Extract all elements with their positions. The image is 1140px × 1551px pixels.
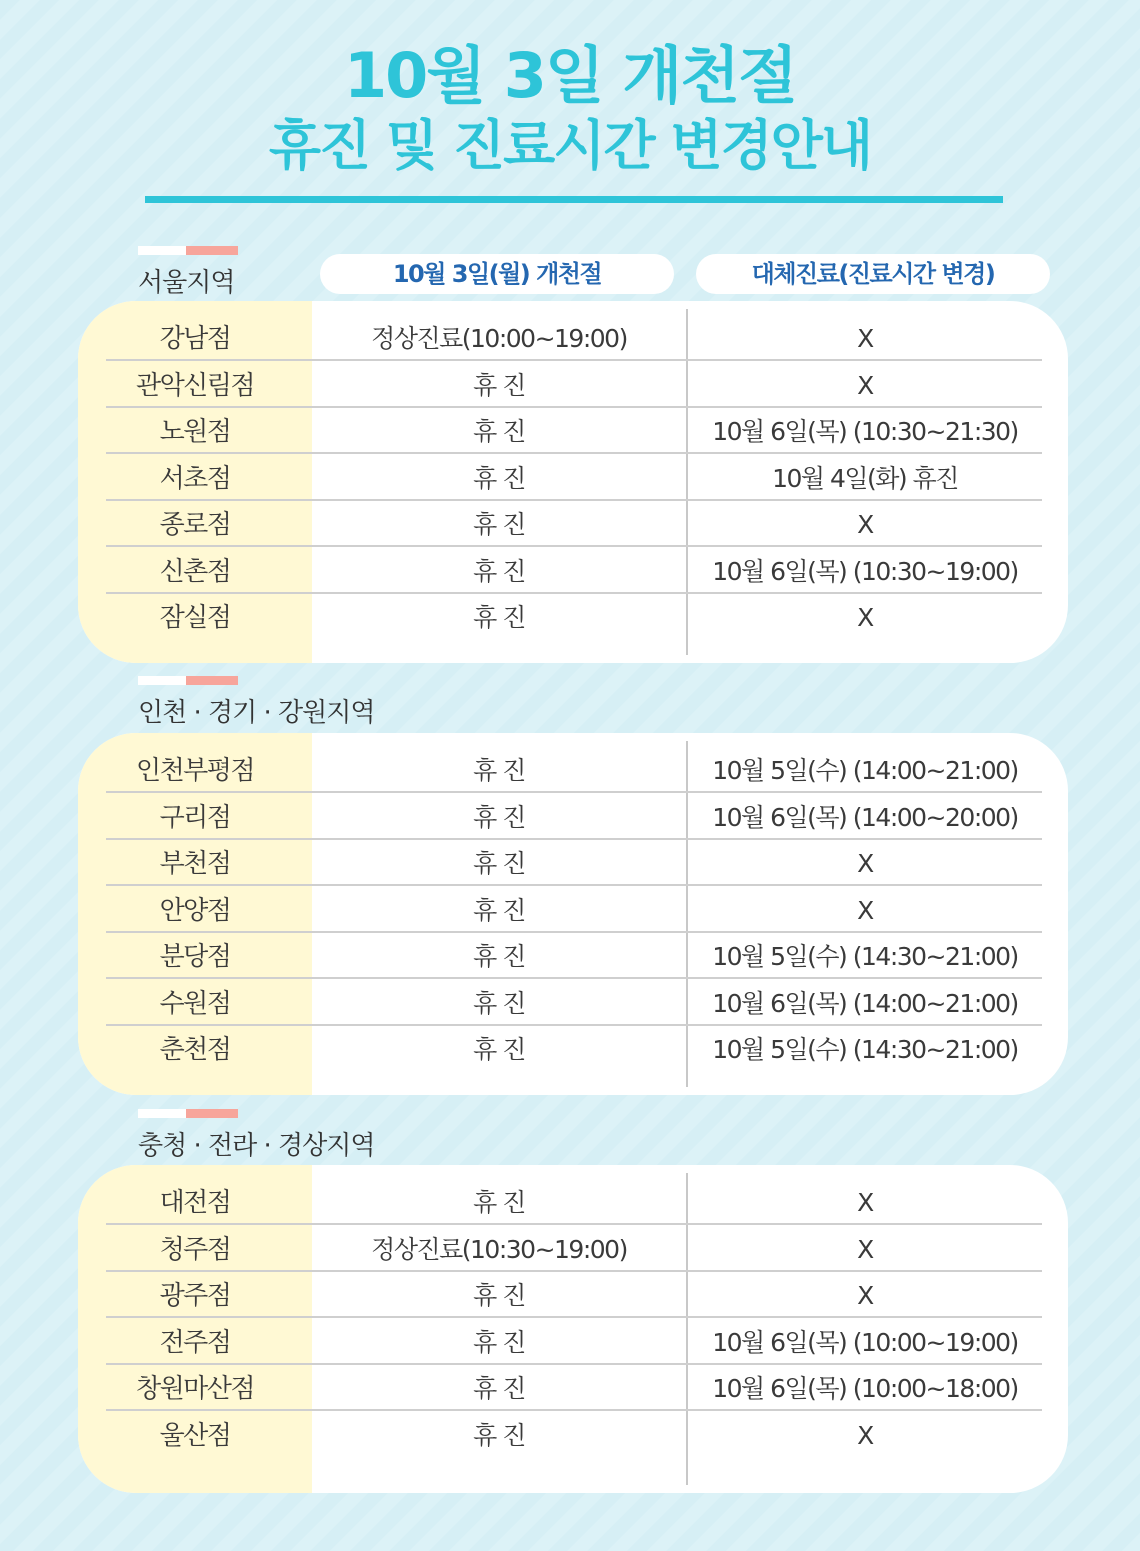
- branch-name: 관악신림점: [135, 370, 255, 401]
- substitute-schedule: X: [857, 895, 873, 925]
- holiday-status: 휴 진: [473, 1188, 525, 1217]
- substitute-schedule: 10월 5일(수) (14:30~21:00): [712, 1035, 1018, 1064]
- holiday-status: 휴 진: [473, 756, 525, 785]
- page-subtitle: 휴진 및 진료시간 변경안내: [268, 114, 872, 177]
- region-title: 인천 · 경기 · 강원지역: [138, 698, 375, 728]
- holiday-status: 휴 진: [473, 1420, 525, 1450]
- substitute-schedule: 10월 6일(목) (10:00~18:00): [712, 1374, 1018, 1403]
- table-row: [106, 747, 1042, 793]
- holiday-status: 휴 진: [473, 510, 525, 539]
- holiday-status: 휴 진: [473, 849, 525, 878]
- branch-name: 신촌점: [159, 556, 231, 587]
- branch-name: 서초점: [159, 463, 231, 494]
- substitute-schedule: 10월 6일(목) (10:30~21:30): [712, 417, 1018, 446]
- holiday-status: 휴 진: [473, 370, 525, 400]
- substitute-schedule: 10월 6일(목) (14:00~20:00): [712, 802, 1018, 832]
- table-row: [106, 840, 1042, 886]
- substitute-schedule: 10월 4일(화) 휴진: [772, 463, 958, 493]
- table-row: [106, 794, 1042, 840]
- branch-name: 부천점: [159, 849, 231, 879]
- branch-name: 강남점: [159, 324, 231, 354]
- holiday-status: 휴 진: [473, 417, 525, 446]
- table-row: [106, 1226, 1042, 1272]
- substitute-schedule: X: [857, 1281, 873, 1310]
- table-row: [106, 1179, 1042, 1225]
- region-marker: [138, 246, 238, 255]
- branch-name: 대전점: [159, 1188, 231, 1218]
- substitute-schedule: X: [857, 370, 873, 400]
- page-title: 10월 3일 개천절: [343, 39, 797, 112]
- table-row: [106, 548, 1042, 594]
- table-row: [106, 1412, 1042, 1458]
- substitute-schedule: X: [857, 1234, 873, 1264]
- substitute-schedule: X: [857, 324, 873, 353]
- table-row: [106, 980, 1042, 1026]
- holiday-status: 휴 진: [473, 556, 525, 586]
- branch-name: 안양점: [159, 895, 231, 926]
- table-row: [106, 887, 1042, 933]
- holiday-status: 정상진료(10:30~19:00): [371, 1234, 627, 1264]
- substitute-schedule: X: [857, 603, 873, 632]
- substitute-schedule: X: [857, 849, 873, 878]
- table-row: [106, 315, 1042, 361]
- table-row: [106, 1026, 1042, 1072]
- table-row: [106, 408, 1042, 454]
- branch-name: 종로점: [159, 510, 231, 540]
- holiday-status: 휴 진: [473, 802, 525, 832]
- branch-name: 잠실점: [159, 603, 231, 633]
- substitute-schedule: 10월 6일(목) (10:30~19:00): [712, 556, 1018, 586]
- region-marker: [138, 1109, 238, 1118]
- substitute-schedule: X: [857, 510, 873, 539]
- holiday-status: 휴 진: [473, 1374, 525, 1403]
- holiday-status: 휴 진: [473, 988, 525, 1018]
- branch-name: 춘천점: [159, 1035, 231, 1065]
- holiday-status: 휴 진: [473, 463, 525, 493]
- table-row: [106, 933, 1042, 979]
- branch-name: 수원점: [159, 988, 231, 1019]
- table-row: [106, 1319, 1042, 1365]
- substitute-schedule: X: [857, 1420, 873, 1450]
- branch-name: 울산점: [159, 1420, 231, 1451]
- substitute-schedule: X: [857, 1188, 873, 1217]
- branch-name: 분당점: [159, 942, 231, 972]
- schedule-table: [78, 733, 1068, 1095]
- substitute-schedule: 10월 6일(목) (14:00~21:00): [712, 988, 1018, 1018]
- branch-name: 구리점: [159, 802, 231, 833]
- branch-name: 청주점: [159, 1234, 231, 1265]
- branch-name: 전주점: [159, 1327, 231, 1358]
- holiday-status: 휴 진: [473, 1327, 525, 1357]
- branch-name: 노원점: [159, 417, 231, 447]
- table-row: [106, 501, 1042, 547]
- substitute-schedule: 10월 5일(수) (14:30~21:00): [712, 942, 1018, 971]
- table-row: [106, 1365, 1042, 1411]
- holiday-status: 휴 진: [473, 603, 525, 632]
- branch-name: 창원마산점: [135, 1374, 255, 1404]
- branch-name: 광주점: [159, 1281, 231, 1311]
- holiday-status: 정상진료(10:00~19:00): [371, 324, 627, 353]
- branch-name: 인천부평점: [135, 756, 255, 786]
- holiday-status: 휴 진: [473, 1281, 525, 1310]
- table-row: [106, 455, 1042, 501]
- region-title: 서울지역: [138, 268, 235, 298]
- schedule-table: [78, 1165, 1068, 1493]
- column-header-substitute: 대체진료(진료시간 변경): [696, 254, 1050, 294]
- holiday-status: 휴 진: [473, 895, 525, 925]
- table-row: [106, 594, 1042, 640]
- substitute-schedule: 10월 6일(목) (10:00~19:00): [712, 1327, 1018, 1357]
- table-row: [106, 362, 1042, 408]
- region-marker: [138, 676, 238, 685]
- column-header-holiday: 10월 3일(월) 개천절: [320, 254, 674, 294]
- holiday-status: 휴 진: [473, 1035, 525, 1064]
- holiday-status: 휴 진: [473, 942, 525, 971]
- title-underline: [145, 196, 1003, 203]
- region-title: 충청 · 전라 · 경상지역: [138, 1131, 375, 1161]
- table-row: [106, 1272, 1042, 1318]
- substitute-schedule: 10월 5일(수) (14:00~21:00): [712, 756, 1018, 785]
- schedule-table: [78, 301, 1068, 663]
